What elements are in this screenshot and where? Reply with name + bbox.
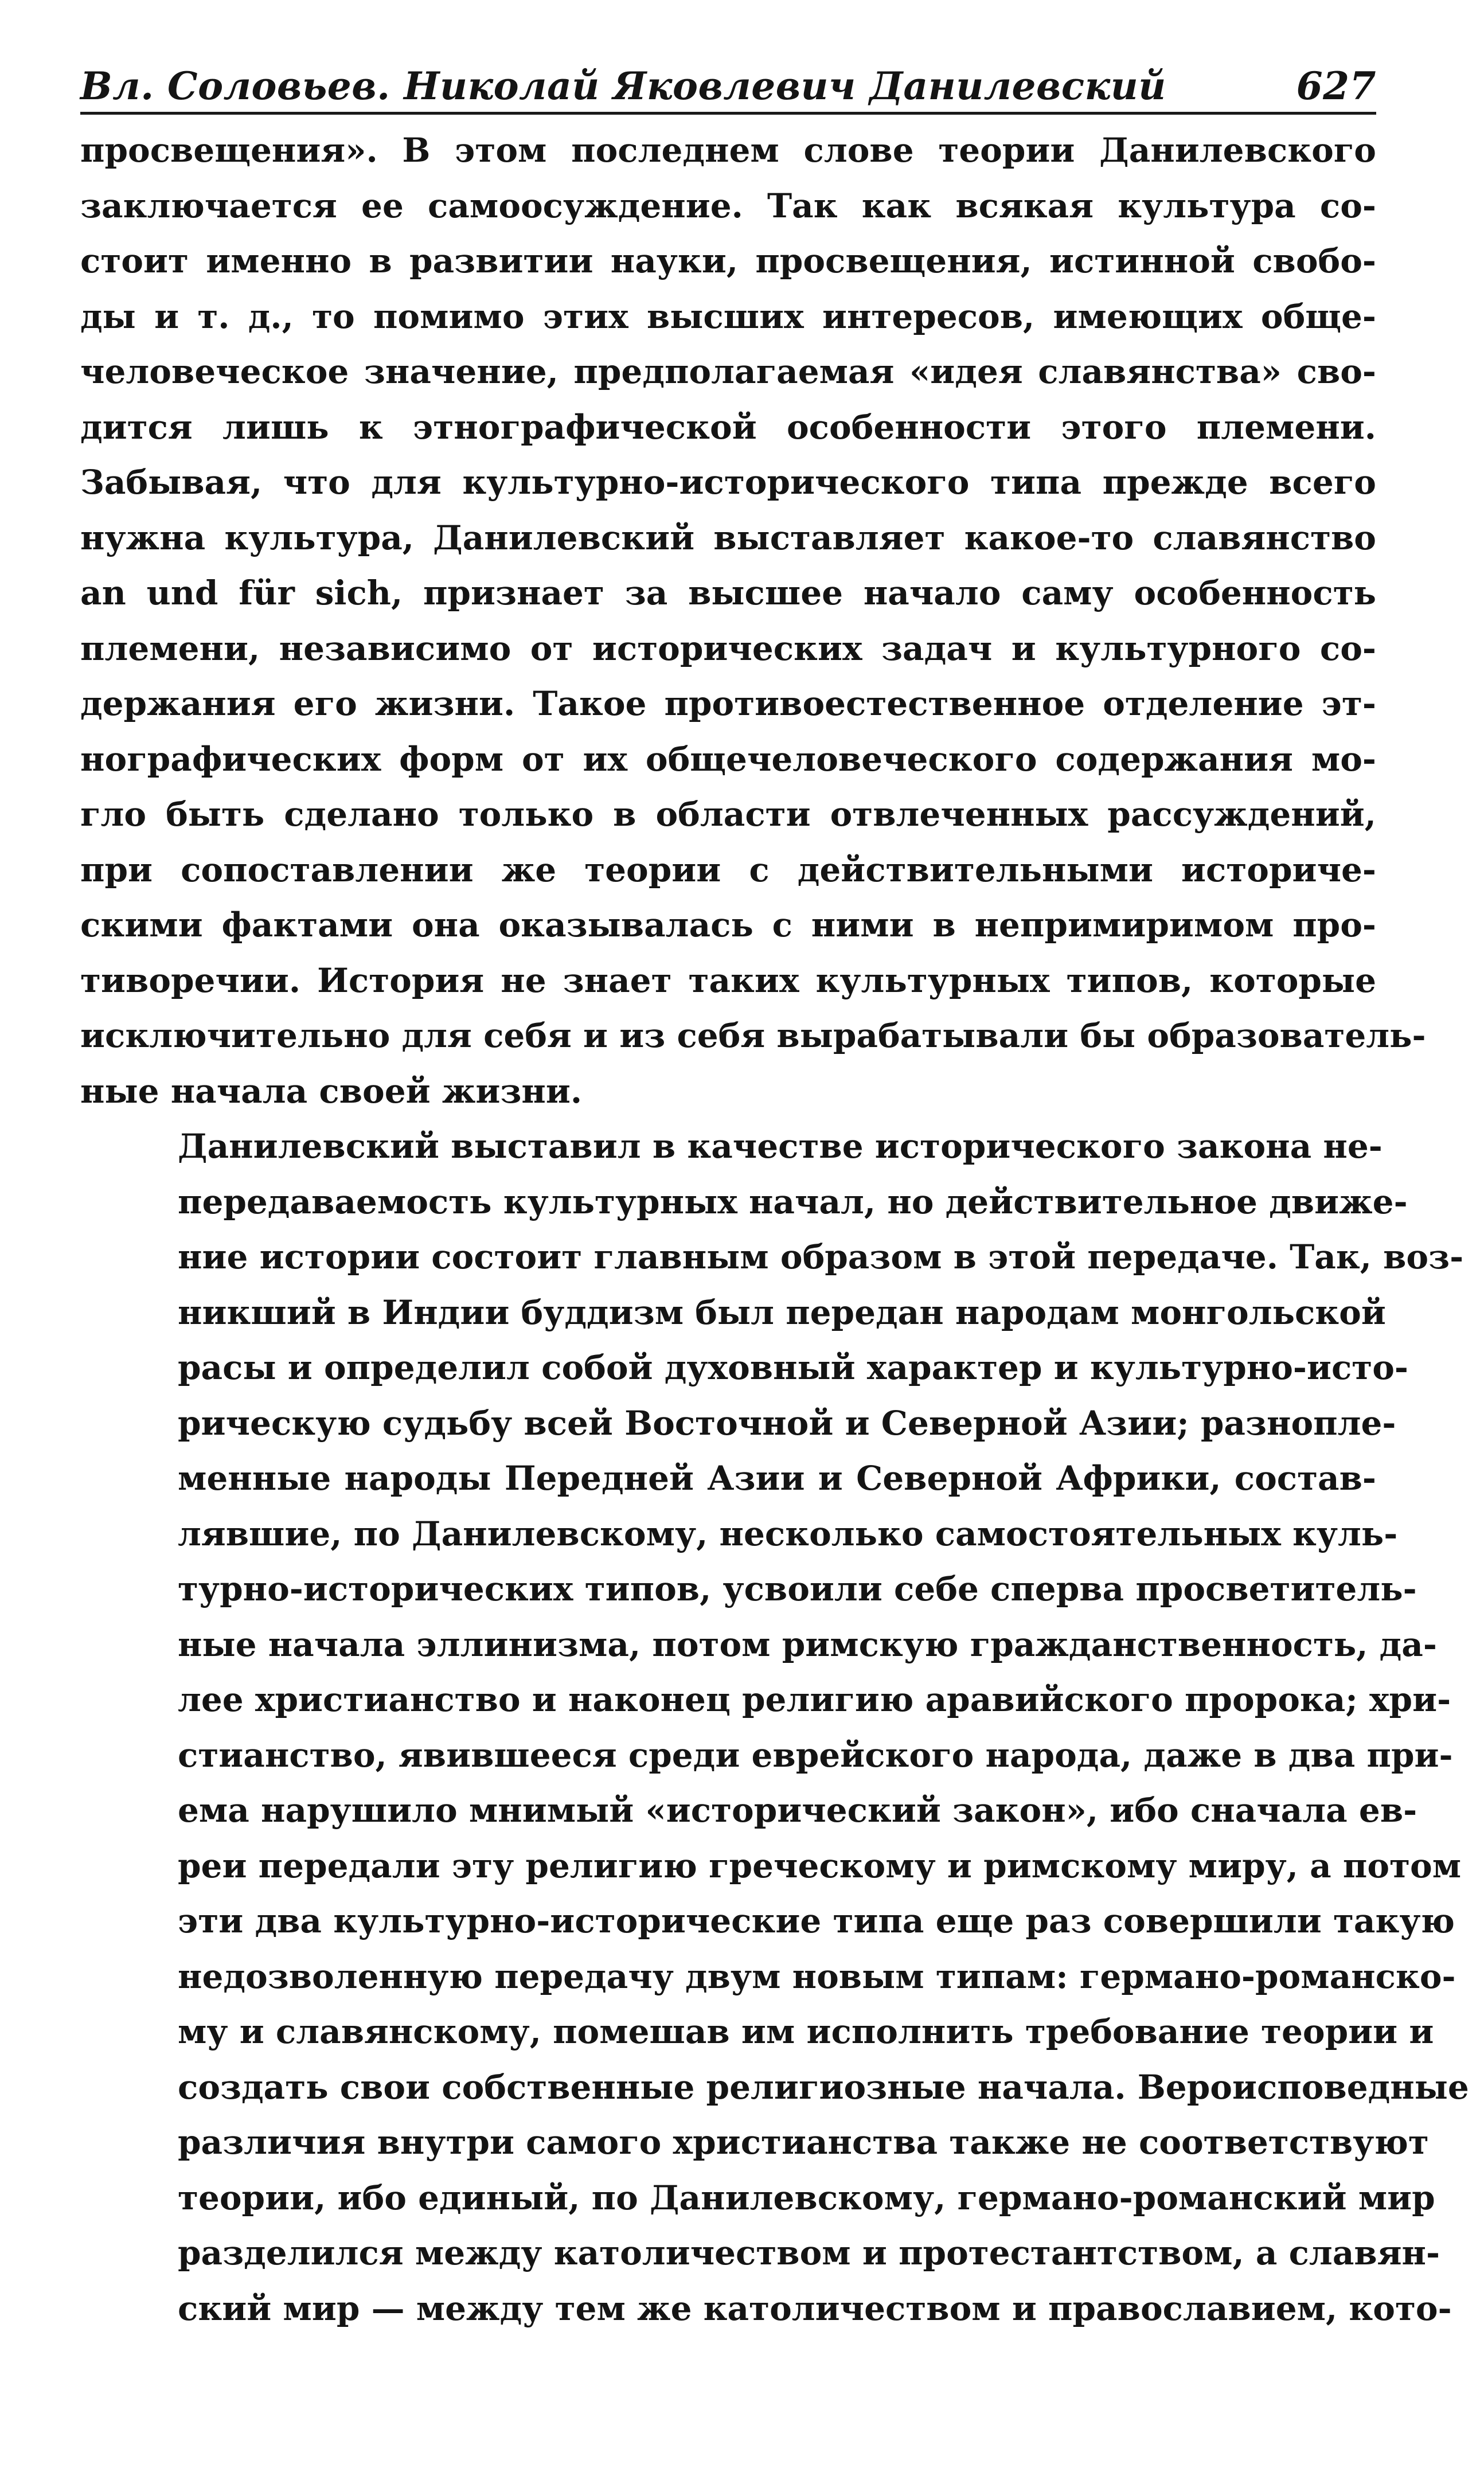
text-line: лявшие, по Данилевскому, несколько самостоятельных куль- (178, 1514, 1398, 1553)
text-line: племени, независимо от исторических задач и культурного со- (80, 628, 1376, 668)
text-line: недозволенную передачу двум новым типам: германо-романско- (178, 1956, 1456, 1996)
text-line: an und für sich, признает за высшее начало саму особенность (80, 573, 1376, 612)
text-line: теории, ибо единый, по Данилевскому, германо-романский мир (178, 2178, 1435, 2217)
text-line: разделился между католичеством и протестантством, а славян- (178, 2233, 1440, 2272)
text-line: ский мир — между тем же католичеством и православием, кото- (178, 2288, 1452, 2328)
text-line: стианство, явившееся среди еврейского народа, даже в два при- (178, 1735, 1453, 1775)
text-line: эти два культурно-исторические типа еще раз совершили такую (178, 1901, 1455, 1940)
text-line: ние истории состоит главным образом в этой передаче. Так, воз- (178, 1237, 1464, 1276)
text-line: гло быть сделано только в области отвлеченных рассуждений, (80, 795, 1376, 834)
paragraph (80, 123, 1426, 1119)
text-line: нужна культура, Данилевский выставляет какое-то славянство (80, 518, 1376, 557)
text-line: ды и т. д., то помимо этих высших интересов, имеющих обще- (80, 296, 1376, 336)
text-line: создать свои собственные религиозные начала. Вероисповедные (178, 2067, 1469, 2107)
text-line: ные начала эллинизма, потом римскую гражданственность, да- (178, 1624, 1437, 1664)
text-line: Данилевский выставил в качестве исторического закона не- (178, 1127, 1383, 1166)
text-line: Забывая, что для культурно-исторического типа прежде всего (80, 463, 1376, 502)
running-header (80, 57, 1376, 115)
text-line: никший в Индии буддизм был передан народам монгольской (178, 1292, 1386, 1332)
body-text (80, 123, 1469, 2336)
book-page (80, 57, 1469, 2454)
text-line: рическую судьбу всей Восточной и Северной Азии; разнопле- (178, 1403, 1396, 1443)
text-line: турно-исторических типов, усвоили себе сперва просветитель- (178, 1569, 1417, 1608)
text-line: заключается ее самоосуждение. Так как всякая культура со- (80, 186, 1376, 225)
text-line: исключительно для себя и из себя вырабатывали бы образователь- (80, 1016, 1426, 1055)
text-line: скими фактами она оказывалась с ними в непримиримом про- (80, 905, 1376, 944)
text-line: лее христианство и наконец религию аравийского пророка; хри- (178, 1680, 1451, 1719)
text-line: дится лишь к этнографической особенности этого племени. (80, 407, 1376, 447)
text-line: нографических форм от их общечеловеческого содержания мо- (80, 739, 1376, 779)
text-line: при сопоставлении же теории с действительными историче- (80, 850, 1376, 889)
text-line: му и славянскому, помешав им исполнить требование теории и (178, 2012, 1434, 2051)
running-header-title: Вл. Соловьев. Николай Яковлевич Данилевский (80, 64, 1166, 108)
text-line: расы и определил собой духовный характер и культурно-исто- (178, 1348, 1408, 1387)
text-line: ема нарушило мнимый «исторический закон», ибо сначала ев- (178, 1791, 1417, 1830)
text-line: тиворечии. История не знает таких культурных типов, которые (80, 960, 1376, 1000)
text-line: различия внутри самого христианства также не соответствуют (178, 2123, 1429, 2162)
text-line: ные начала своей жизни. (80, 1071, 583, 1111)
text-line: реи передали эту религию греческому и римскому миру, а потом (178, 1846, 1462, 1885)
text-line: передаваемость культурных начал, но действительное движе- (178, 1182, 1408, 1221)
text-line: человеческое значение, предполагаемая «идея славянства» сво- (80, 352, 1376, 391)
text-line: просвещения». В этом последнем слове теории Данилевского (80, 131, 1376, 170)
text-line: стоит именно в развитии науки, просвещения, истинной свобо- (80, 241, 1376, 280)
page-number: 627 (1296, 64, 1376, 108)
text-line: менные народы Передней Азии и Северной Африки, состав- (178, 1459, 1376, 1498)
paragraph (80, 1119, 1469, 2336)
text-line: держания его жизни. Такое противоестественное отделение эт- (80, 684, 1376, 723)
